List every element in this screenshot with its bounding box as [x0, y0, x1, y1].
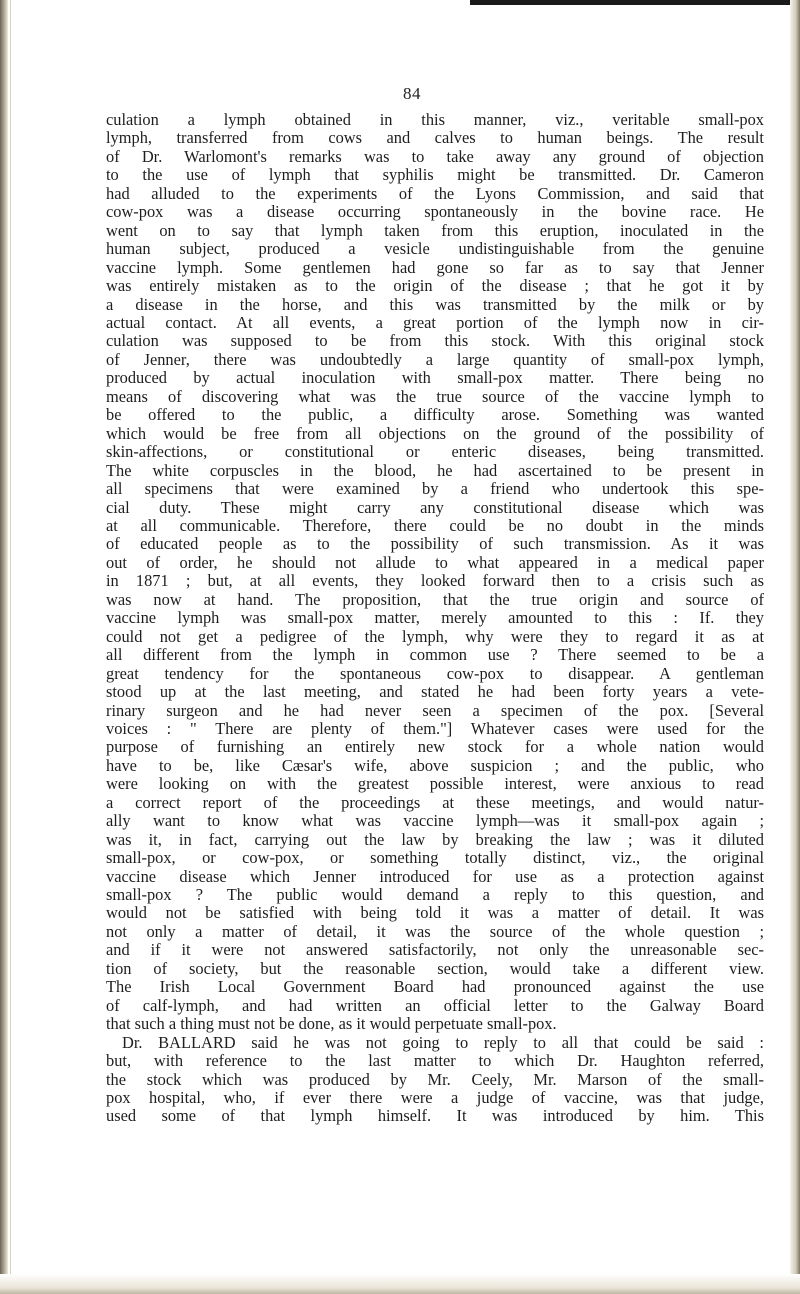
- text-line: used some of that lymph himself. It was introduced by him. This: [106, 1106, 764, 1126]
- text-line: all different from the lymph in common use ? There seemed to be a: [106, 645, 764, 665]
- text-line: rinary surgeon and he had never seen a specimen of the pox. [Several: [106, 700, 764, 720]
- text-line: pox hospital, who, if ever there were a judge of vaccine, was that judge,: [106, 1088, 764, 1108]
- text-line: small-pox ? The public would demand a reply to this question, and: [106, 885, 764, 905]
- page-top-edge-shadow: [470, 0, 800, 5]
- text-line: of calf-lymph, and had written an official letter to the Galway Board: [106, 995, 764, 1015]
- text-line: to the use of lymph that syphilis might be transmitted. Dr. Cameron: [106, 165, 764, 185]
- text-line: and if it were not answered satisfactorily, not only the unreasonable sec-: [106, 940, 764, 960]
- text-line: The Irish Local Government Board had pronounced against the use: [106, 977, 764, 997]
- body-text: [106, 111, 764, 1126]
- text-line: voices : " There are plenty of them."] Whatever cases were used for the: [106, 718, 764, 738]
- text-line: a correct report of the proceedings at these meetings, and would natur-: [106, 792, 764, 812]
- text-line: went on to say that lymph taken from this eruption, inoculated in the: [106, 220, 764, 240]
- text-line: a disease in the horse, and this was transmitted by the milk or by: [106, 294, 764, 314]
- page-gutter-line: [10, 0, 11, 1294]
- text-line: have to be, like Cæsar's wife, above suspicion ; and the public, who: [106, 755, 764, 775]
- text-line: in 1871 ; but, at all events, they looked forward then to a crisis such as: [106, 571, 764, 591]
- page-bottom-edge: [0, 1274, 800, 1294]
- text-line: The white corpuscles in the blood, he had ascertained to be present in: [106, 460, 764, 480]
- text-line: would not be satisfied with being told it was a matter of detail. It was: [106, 903, 764, 923]
- text-line: culation a lymph obtained in this manner, viz., veritable small-pox: [106, 110, 764, 129]
- page-right-edge: [790, 0, 800, 1294]
- text-line: was now at hand. The proposition, that the true origin and source of: [106, 589, 764, 609]
- text-line: ally want to know what was vaccine lymph—was it small-pox again ;: [106, 811, 764, 831]
- text-line: vaccine lymph. Some gentlemen had gone so far as to say that Jenner: [106, 257, 764, 277]
- text-line: human subject, produced a vesicle undistinguishable from the genuine: [106, 239, 764, 259]
- text-line: the stock which was produced by Mr. Ceely, Mr. Marson of the small-: [106, 1069, 764, 1089]
- text-line: cow-pox was a disease occurring spontaneously in the bovine race. He: [106, 202, 764, 222]
- text-line: vaccine lymph was small-pox matter, merely amounted to this : If. they: [106, 608, 764, 628]
- text-line: cial duty. These might carry any constitutional disease which was: [106, 497, 764, 517]
- text-line: but, with reference to the last matter to which Dr. Haughton referred,: [106, 1051, 764, 1071]
- text-line: all specimens that were examined by a friend who undertook this spe-: [106, 479, 764, 499]
- page-left-edge: [0, 0, 8, 1294]
- page-number: 84: [403, 84, 421, 103]
- text-line: Dr. BALLARD said he was not going to reply to all that could be said :: [122, 1032, 764, 1052]
- text-line: means of discovering what was the true source of the vaccine lymph to: [106, 386, 764, 406]
- text-line: stood up at the last meeting, and stated he had been forty years a vete-: [106, 682, 764, 702]
- text-line: that such a thing must not be done, as it would perpetuate small-pox.: [106, 1014, 557, 1034]
- text-line: of Jenner, there was undoubtedly a large quantity of small-pox lymph,: [106, 349, 764, 369]
- text-line: was entirely mistaken as to the origin of the disease ; that he got it by: [106, 276, 764, 296]
- text-line: could not get a pedigree of the lymph, why were they to regard it as at: [106, 626, 764, 646]
- text-line: lymph, transferred from cows and calves to human beings. The result: [106, 128, 764, 148]
- text-line: actual contact. At all events, a great portion of the lymph now in cir-: [106, 312, 764, 332]
- text-line: at all communicable. Therefore, there could be no doubt in the minds: [106, 515, 764, 535]
- text-line: be offered to the public, a difficulty arose. Something was wanted: [106, 405, 764, 425]
- text-line: small-pox, or cow-pox, or something totally distinct, viz., the original: [106, 848, 764, 868]
- text-line: were looking on with the greatest possible interest, were anxious to read: [106, 774, 764, 794]
- text-line: culation was supposed to be from this stock. With this original stock: [106, 331, 764, 351]
- text-line: great tendency for the spontaneous cow-pox to disappear. A gentleman: [106, 663, 764, 683]
- text-line: vaccine disease which Jenner introduced for use as a protection against: [106, 866, 764, 886]
- text-line: was it, in fact, carrying out the law by breaking the law ; was it diluted: [106, 829, 764, 849]
- text-line: produced by actual inoculation with small-pox matter. There being no: [106, 368, 764, 388]
- text-line: of educated people as to the possibility of such transmission. As it was: [106, 534, 764, 554]
- text-line: out of order, he should not allude to what appeared in a medical paper: [106, 552, 764, 572]
- text-line: purpose of furnishing an entirely new stock for a whole nation would: [106, 737, 764, 757]
- text-line: which would be free from all objections on the ground of the possibility of: [106, 423, 764, 443]
- text-line: tion of society, but the reasonable section, would take a different view.: [106, 958, 764, 978]
- text-line: not only a matter of detail, it was the source of the whole question ;: [106, 921, 764, 941]
- text-line: had alluded to the experiments of the Lyons Commission, and said that: [106, 183, 764, 203]
- text-line: of Dr. Warlomont's remarks was to take away any ground of objection: [106, 146, 764, 166]
- text-line: skin-affections, or constitutional or enteric diseases, being transmitted.: [106, 442, 764, 462]
